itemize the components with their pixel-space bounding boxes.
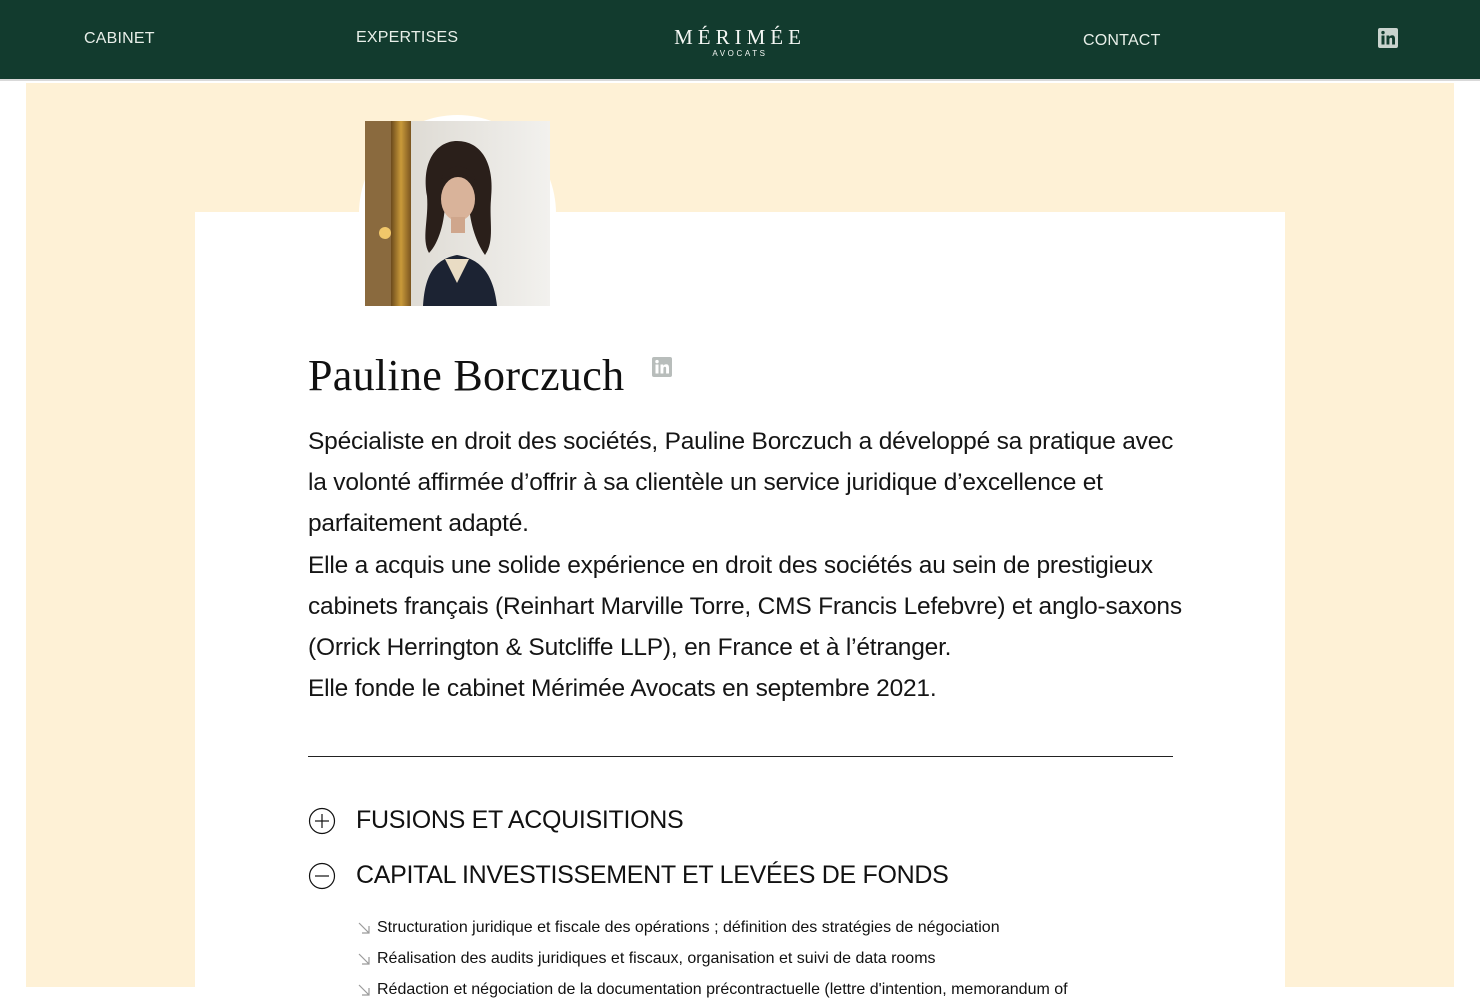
list-item-text: Réalisation des audits juridiques et fiscaux, organisation et suivi de data rooms <box>377 950 936 967</box>
arrow-down-right-icon <box>357 983 371 997</box>
nav-cabinet[interactable]: CABINET <box>84 30 155 47</box>
logo-subtitle: AVOCATS <box>712 49 768 58</box>
accordion-title[interactable]: CAPITAL INVESTISSEMENT ET LEVÉES DE FONDS <box>356 861 949 889</box>
bio-line: la volonté affirmée d’offrir à sa clientèle un service juridique d’excellence et <box>308 469 1103 497</box>
portrait-photo <box>359 115 556 312</box>
logo-wordmark: MÉRIMÉE <box>674 25 806 49</box>
list-item-text: Structuration juridique et fiscale des opérations ; définition des stratégies de négociation <box>377 919 1000 936</box>
top-navigation-bar <box>0 0 1480 81</box>
bio-line: parfaitement adapté. <box>308 510 529 538</box>
plus-circle-icon[interactable] <box>308 807 336 835</box>
bio-line: Elle fonde le cabinet Mérimée Avocats en septembre 2021. <box>308 675 937 703</box>
accordion-fusions-acquisitions[interactable] <box>308 806 683 835</box>
accordion-title[interactable]: FUSIONS ET ACQUISITIONS <box>356 806 684 834</box>
arrow-down-right-icon <box>357 921 371 935</box>
bio-line: (Orrick Herrington & Sutcliffe LLP), en France et à l’étranger. <box>308 634 952 662</box>
nav-contact[interactable]: CONTACT <box>1083 32 1161 49</box>
bio-line: cabinets français (Reinhart Marville Torre, CMS Francis Lefebvre) et anglo-saxons <box>308 592 1182 620</box>
list-item <box>356 943 1156 974</box>
capital-investissement-list <box>356 912 1156 1005</box>
nav-expertises[interactable]: EXPERTISES <box>356 29 459 46</box>
bio-line: Elle a acquis une solide expérience en droit des sociétés au sein de prestigieux <box>308 551 1153 579</box>
biography <box>308 421 1188 709</box>
linkedin-icon[interactable] <box>1378 28 1398 48</box>
section-divider <box>308 756 1173 757</box>
list-item <box>356 974 1156 1005</box>
merimee-logo[interactable] <box>640 26 840 59</box>
lawyer-name: Pauline Borczuch <box>308 351 625 400</box>
minus-circle-icon[interactable] <box>308 862 336 890</box>
list-item-text: Rédaction et négociation de la documentation précontractuelle (lettre d'intention, memorandum of <box>377 981 1068 998</box>
arrow-down-right-icon <box>357 952 371 966</box>
linkedin-icon[interactable] <box>652 357 672 377</box>
bio-line: Spécialiste en droit des sociétés, Pauline Borczuch a développé sa pratique avec <box>308 428 1174 455</box>
portrait-illustration <box>365 121 550 306</box>
list-item <box>356 912 1156 943</box>
accordion-capital-investissement[interactable] <box>308 861 949 890</box>
